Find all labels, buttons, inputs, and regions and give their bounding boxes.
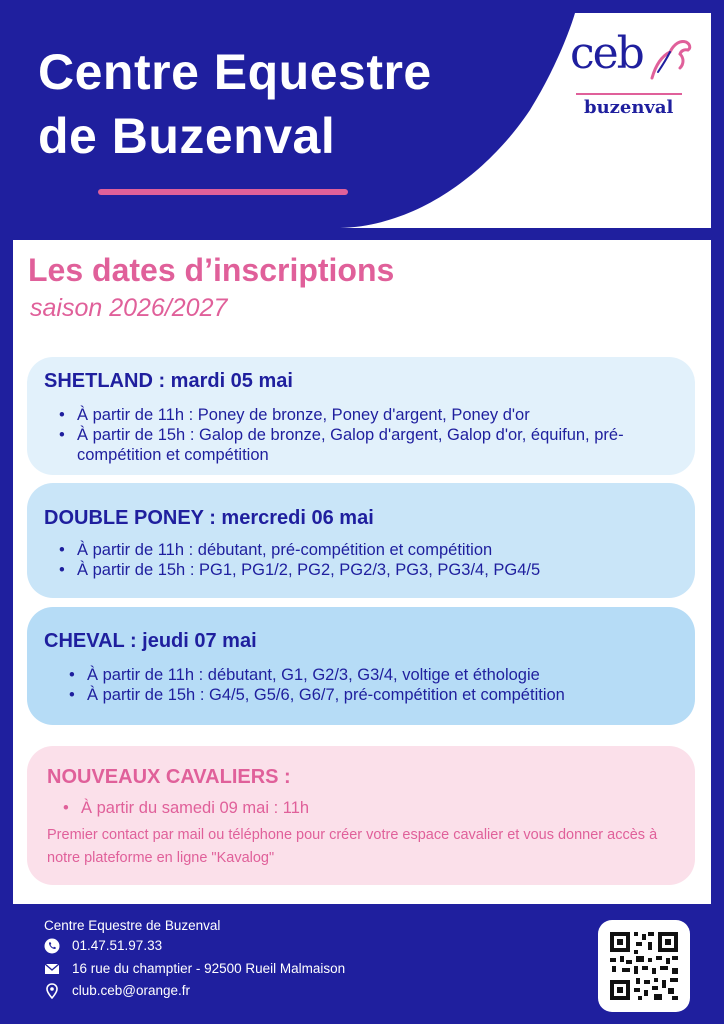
horse-icon xyxy=(644,34,694,84)
card-note: Premier contact par mail ou téléphone pour créer votre espace cavalier et vous donner accès à notre plateforme en ligne "Kavalog" xyxy=(47,827,658,866)
card-list xyxy=(59,798,679,818)
list-item: • À partir de 15h : Galop de bronze, Galop d'argent, Galop d'or, équifun, pré-compétition et compétition xyxy=(55,425,685,465)
logo-text: ceb xyxy=(570,28,643,79)
card-nouveaux-cavaliers xyxy=(27,746,695,885)
card-cheval xyxy=(27,607,695,725)
page-title xyxy=(38,40,432,168)
footer xyxy=(0,904,724,1024)
footer-email-text: club.ceb@orange.fr xyxy=(72,983,191,998)
phone-icon xyxy=(44,938,60,954)
card-list xyxy=(55,405,685,465)
logo-subtitle: buzenval xyxy=(584,97,674,118)
mail-icon xyxy=(44,961,60,977)
qr-code-icon xyxy=(598,920,690,1012)
card-title: NOUVEAUX CAVALIERS : xyxy=(47,766,291,788)
ceb-logo xyxy=(570,28,695,123)
card-title: SHETLAND : mardi 05 mai xyxy=(44,370,293,392)
list-item: • À partir du samedi 09 mai : 11h xyxy=(59,798,679,818)
list-item: • À partir de 15h : PG1, PG1/2, PG2, PG2/3, PG3, PG3/4, PG4/5 xyxy=(55,560,685,580)
footer-phone[interactable] xyxy=(44,938,162,954)
title-underline xyxy=(98,189,348,195)
location-pin-icon xyxy=(44,983,60,999)
card-list xyxy=(65,665,693,705)
list-item: • À partir de 11h : débutant, G1, G2/3, G3/4, voltige et éthologie xyxy=(65,665,693,685)
logo-divider xyxy=(576,93,682,95)
section-title: Les dates d’inscriptions xyxy=(28,252,395,288)
card-title: CHEVAL : jeudi 07 mai xyxy=(44,630,257,652)
section-subtitle: saison 2026/2027 xyxy=(30,294,228,322)
page-title-line1: Centre Equestre xyxy=(38,44,432,100)
list-item: • À partir de 11h : débutant, pré-compétition et compétition xyxy=(55,540,685,560)
footer-email[interactable] xyxy=(44,983,190,999)
footer-address xyxy=(44,961,345,977)
footer-address-text: 16 rue du champtier - 92500 Rueil Malmaison xyxy=(72,961,346,976)
footer-phone-text: 01.47.51.97.33 xyxy=(72,938,163,953)
card-title: DOUBLE PONEY : mercredi 06 mai xyxy=(44,507,374,529)
card-list xyxy=(55,540,685,580)
qr-code[interactable] xyxy=(598,920,690,1012)
card-double-poney xyxy=(27,483,695,598)
card-shetland xyxy=(27,357,695,475)
footer-name: Centre Equestre de Buzenval xyxy=(44,918,221,933)
page-title-line2: de Buzenval xyxy=(38,108,336,164)
list-item: • À partir de 11h : Poney de bronze, Poney d'argent, Poney d'or xyxy=(55,405,685,425)
list-item: • À partir de 15h : G4/5, G5/6, G6/7, pré-compétition et compétition xyxy=(65,685,693,705)
